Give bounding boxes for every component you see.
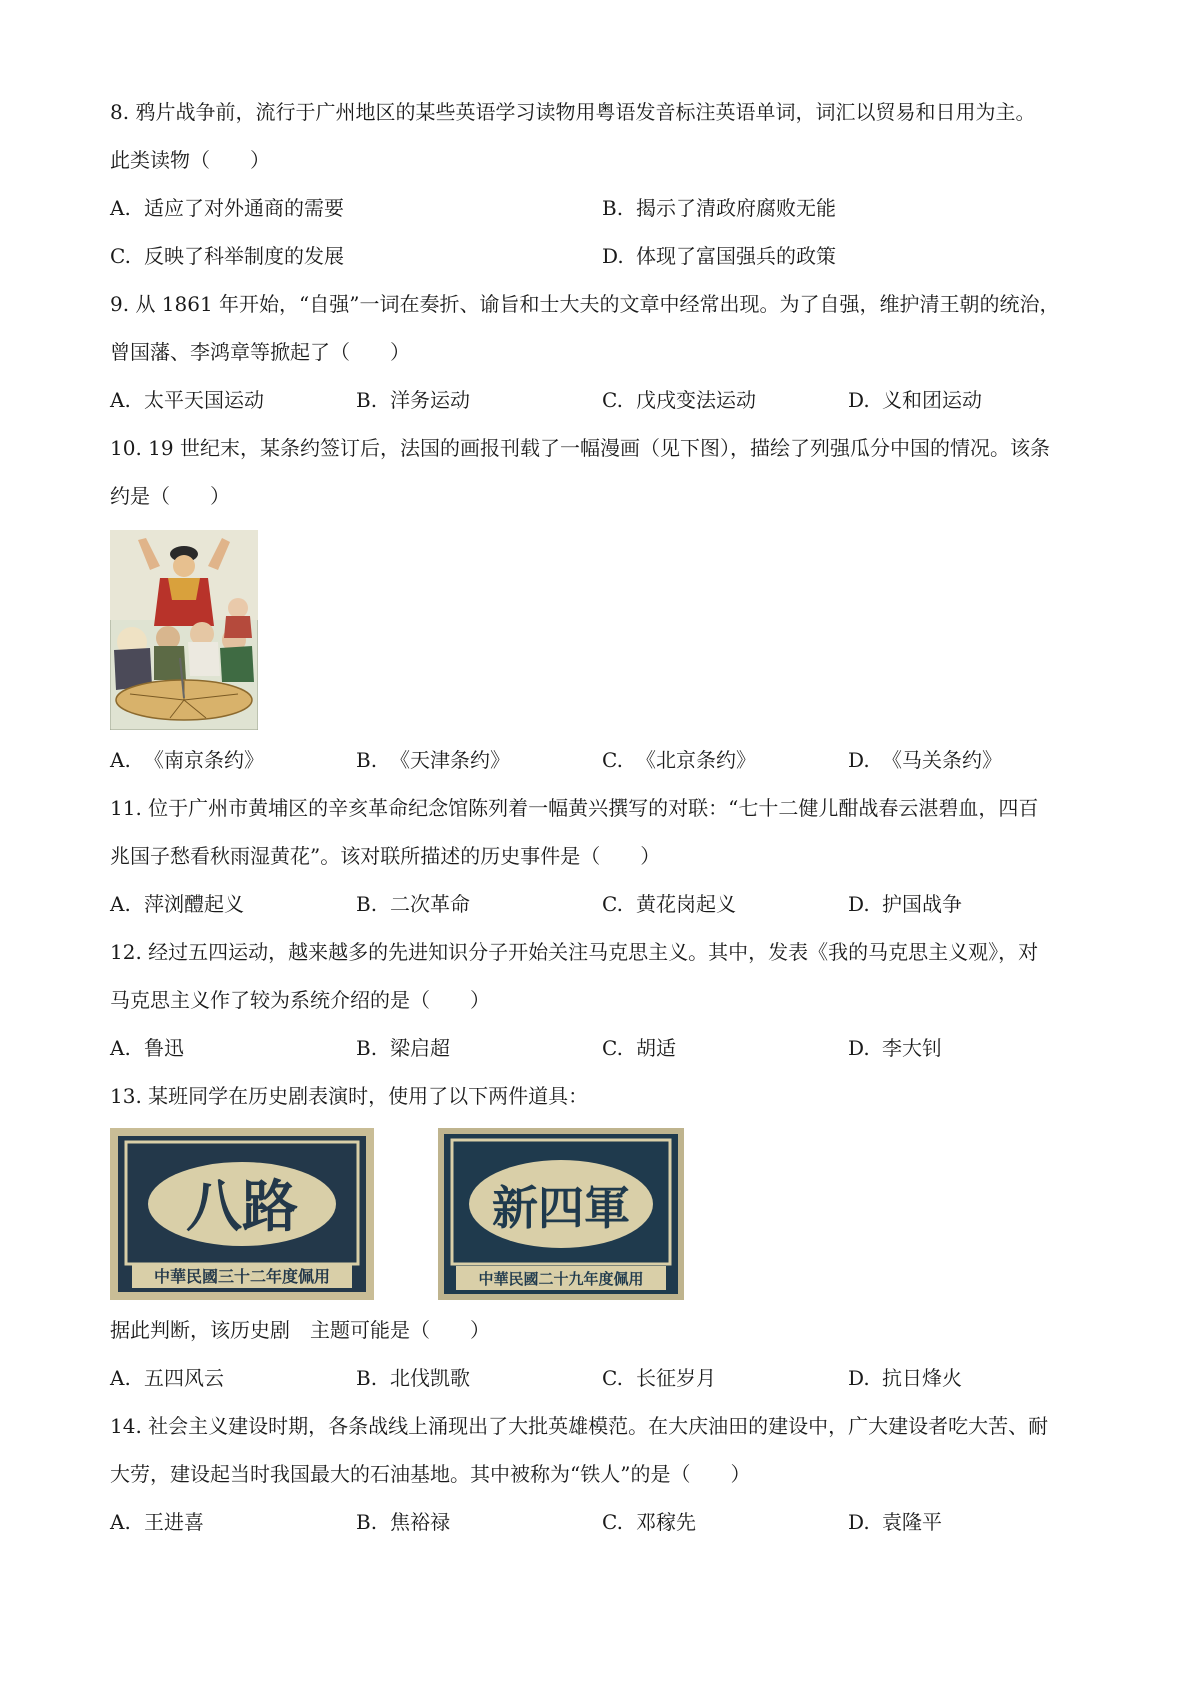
- q13-option-b[interactable]: B. 北伐凯歌: [356, 1366, 470, 1390]
- q9-option-c[interactable]: C. 戊戌变法运动: [602, 388, 756, 412]
- q14-option-d[interactable]: D. 袁隆平: [848, 1510, 942, 1534]
- q9-stem-line-2: 曾国藩、李鸿章等掀起了（ ）: [110, 340, 410, 364]
- q13-option-a[interactable]: A. 五四风云: [110, 1366, 224, 1390]
- q12-option-c[interactable]: C. 胡适: [602, 1036, 676, 1060]
- q9-option-a[interactable]: A. 太平天国运动: [110, 388, 264, 412]
- q13-option-d[interactable]: D. 抗日烽火: [848, 1366, 962, 1390]
- q10-option-b[interactable]: B. 《天津条约》: [356, 748, 510, 772]
- eighth-route-army-armband: [110, 1128, 374, 1300]
- q14-stem-line-2: 大劳，建设起当时我国最大的石油基地。其中被称为“铁人”的是（ ）: [110, 1462, 751, 1486]
- q8-stem-line-2: 此类读物（ ）: [110, 148, 270, 172]
- armband-1-sub-text: 中華民國三十二年度佩用: [153, 1267, 331, 1286]
- q14-option-c[interactable]: C. 邓稼先: [602, 1510, 696, 1534]
- q8-option-a[interactable]: A. 适应了对外通商的需要: [110, 196, 344, 220]
- q10-option-a[interactable]: A. 《南京条约》: [110, 748, 264, 772]
- q13-option-c[interactable]: C. 长征岁月: [602, 1366, 716, 1390]
- q11-option-a[interactable]: A. 萍浏醴起义: [110, 892, 244, 916]
- q9-option-d[interactable]: D. 义和团运动: [848, 388, 982, 412]
- q12-option-b[interactable]: B. 梁启超: [356, 1036, 450, 1060]
- q8-option-c[interactable]: C. 反映了科举制度的发展: [110, 244, 344, 268]
- q11-stem-line-1: 11. 位于广州市黄埔区的辛亥革命纪念馆陈列着一幅黄兴撰写的对联：“七十二健儿酣战春云湛碧血，四百: [110, 796, 1039, 820]
- q10-option-d[interactable]: D. 《马关条约》: [848, 748, 1002, 772]
- q14-option-a[interactable]: A. 王进喜: [110, 1510, 204, 1534]
- q10-stem-line-1: 10. 19 世纪末，某条约签订后，法国的画报刊载了一幅漫画（见下图），描绘了列强瓜分中国的情况。该条: [110, 436, 1050, 460]
- armband-2-sub-text: 中華民國二十九年度佩用: [478, 1270, 644, 1288]
- q12-stem-line-2: 马克思主义作了较为系统介绍的是（ ）: [110, 988, 490, 1012]
- q14-stem-line-1: 14. 社会主义建设时期，各条战线上涌现出了大批英雄模范。在大庆油田的建设中，广大建设者吃大苦、耐: [110, 1414, 1049, 1438]
- armband-2-main-text: 新四軍: [492, 1181, 630, 1235]
- q11-option-c[interactable]: C. 黄花岗起义: [602, 892, 736, 916]
- q12-stem-line-1: 12. 经过五四运动，越来越多的先进知识分子开始关注马克思主义。其中，发表《我的马克思主义观》，对: [110, 940, 1039, 964]
- q12-option-d[interactable]: D. 李大钊: [848, 1036, 942, 1060]
- q14-option-b[interactable]: B. 焦裕禄: [356, 1510, 450, 1534]
- q8-stem-line-1: 8. 鸦片战争前，流行于广州地区的某些英语学习读物用粤语发音标注英语单词，词汇以贸易和日用为主。: [110, 100, 1036, 124]
- partition-of-china-cartoon: [110, 530, 258, 730]
- q10-option-c[interactable]: C. 《北京条约》: [602, 748, 756, 772]
- q9-option-b[interactable]: B. 洋务运动: [356, 388, 470, 412]
- q11-stem-line-2: 兆国子愁看秋雨湿黄花”。该对联所描述的历史事件是（ ）: [110, 844, 661, 868]
- q9-stem-line-1: 9. 从 1861 年开始，“自强”一词在奏折、谕旨和士大夫的文章中经常出现。为了自强，维护清王朝的统治，: [110, 292, 1060, 316]
- q13-stem-line-1: 13. 某班同学在历史剧表演时，使用了以下两件道具：: [110, 1084, 589, 1108]
- q8-option-d[interactable]: D. 体现了富国强兵的政策: [602, 244, 836, 268]
- q11-option-d[interactable]: D. 护国战争: [848, 892, 962, 916]
- q12-option-a[interactable]: A. 鲁迅: [110, 1036, 184, 1060]
- q8-option-b[interactable]: B. 揭示了清政府腐败无能: [602, 196, 836, 220]
- new-fourth-army-armband: [438, 1128, 684, 1300]
- q10-stem-line-2: 约是（ ）: [110, 484, 230, 508]
- q11-option-b[interactable]: B. 二次革命: [356, 892, 470, 916]
- q13-stem-line-2: 据此判断，该历史剧 主题可能是（ ）: [110, 1318, 490, 1342]
- armband-1-main-text: 八路: [186, 1175, 298, 1240]
